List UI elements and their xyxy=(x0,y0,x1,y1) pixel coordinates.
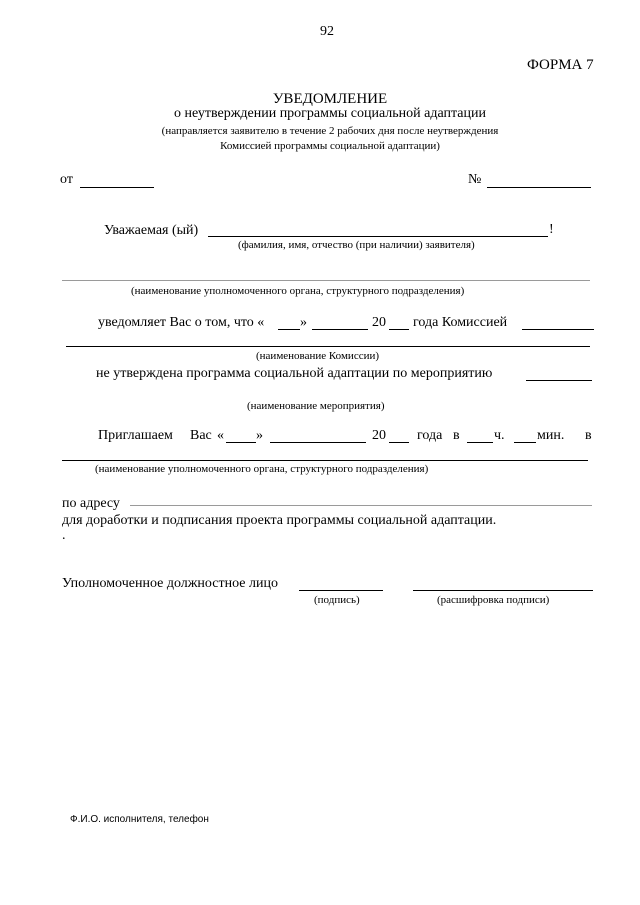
decoding-field[interactable] xyxy=(413,590,593,591)
executor-info: Ф.И.О. исполнителя, телефон xyxy=(70,814,209,825)
notify-prefix: уведомляет Вас о том, что « xyxy=(98,315,265,330)
salutation: Уважаемая (ый) xyxy=(104,223,199,238)
invite-hours-label: ч. xyxy=(494,428,505,443)
invite-quote-open: « xyxy=(217,428,224,443)
invite-in: в xyxy=(453,428,460,443)
org-name-field-2[interactable] xyxy=(62,460,588,461)
invite-word-2: Вас xyxy=(190,428,212,443)
caption-applicant: (фамилия, имя, отчество (при наличии) заявителя) xyxy=(238,239,475,251)
caption-signature: (подпись) xyxy=(314,594,360,606)
not-approved-text: не утверждена программа социальной адаптации по мероприятию xyxy=(96,366,493,381)
event-field[interactable] xyxy=(526,380,592,381)
signature-field[interactable] xyxy=(299,590,383,591)
caption-decoding: (расшифровка подписи) xyxy=(437,594,550,606)
notify-quote-close: » xyxy=(300,315,307,330)
invite-hours-field[interactable] xyxy=(467,442,493,443)
notify-month-field[interactable] xyxy=(312,329,368,330)
exclamation: ! xyxy=(549,222,554,237)
invite-day-field[interactable] xyxy=(226,442,256,443)
org-name-field[interactable] xyxy=(62,280,590,281)
invite-minutes-label: мин. xyxy=(537,428,565,443)
form-label: ФОРМА 7 xyxy=(527,57,594,73)
notify-day-field[interactable] xyxy=(278,329,300,330)
caption-org-2: (наименование уполномоченного органа, структурного подразделения) xyxy=(95,463,429,475)
notify-suffix: года Комиссией xyxy=(413,315,508,330)
invite-at: в xyxy=(585,428,592,443)
commission-short-field[interactable] xyxy=(522,329,594,330)
invite-year-prefix: 20 xyxy=(372,428,386,443)
notify-year-prefix: 20 xyxy=(372,315,386,330)
document-subtitle: о неутверждении программы социальной адаптации xyxy=(173,106,486,121)
page-number: 92 xyxy=(320,24,334,39)
address-label: по адресу xyxy=(62,496,120,511)
number-label: № xyxy=(468,172,482,187)
note-line-1: (направляется заявителю в течение 2 рабочих дня после неутверждения xyxy=(161,125,499,137)
invite-minutes-field[interactable] xyxy=(514,442,536,443)
caption-commission: (наименование Комиссии) xyxy=(256,350,380,362)
caption-event: (наименование мероприятия) xyxy=(247,400,385,412)
address-field[interactable] xyxy=(130,505,592,506)
applicant-name-field[interactable] xyxy=(208,236,548,237)
invite-quote-close: » xyxy=(256,428,263,443)
caption-org-1: (наименование уполномоченного органа, структурного подразделения) xyxy=(131,285,465,297)
invite-year-field[interactable] xyxy=(389,442,409,443)
official-label: Уполномоченное должностное лицо xyxy=(62,576,278,591)
from-label: от xyxy=(60,172,73,187)
invite-year-word: года xyxy=(417,428,443,443)
invite-word-1: Приглашаем xyxy=(98,428,173,443)
notify-year-field[interactable] xyxy=(389,329,409,330)
commission-name-field[interactable] xyxy=(66,346,590,347)
number-field[interactable] xyxy=(487,187,591,188)
stray-dot: . xyxy=(62,528,66,543)
note-line-2: Комиссией программы социальной адаптации) xyxy=(220,140,440,152)
date-field[interactable] xyxy=(80,187,154,188)
invite-month-field[interactable] xyxy=(270,442,366,443)
document-title: УВЕДОМЛЕНИЕ xyxy=(272,91,388,107)
purpose-text: для доработки и подписания проекта программы социальной адаптации. xyxy=(62,513,497,528)
